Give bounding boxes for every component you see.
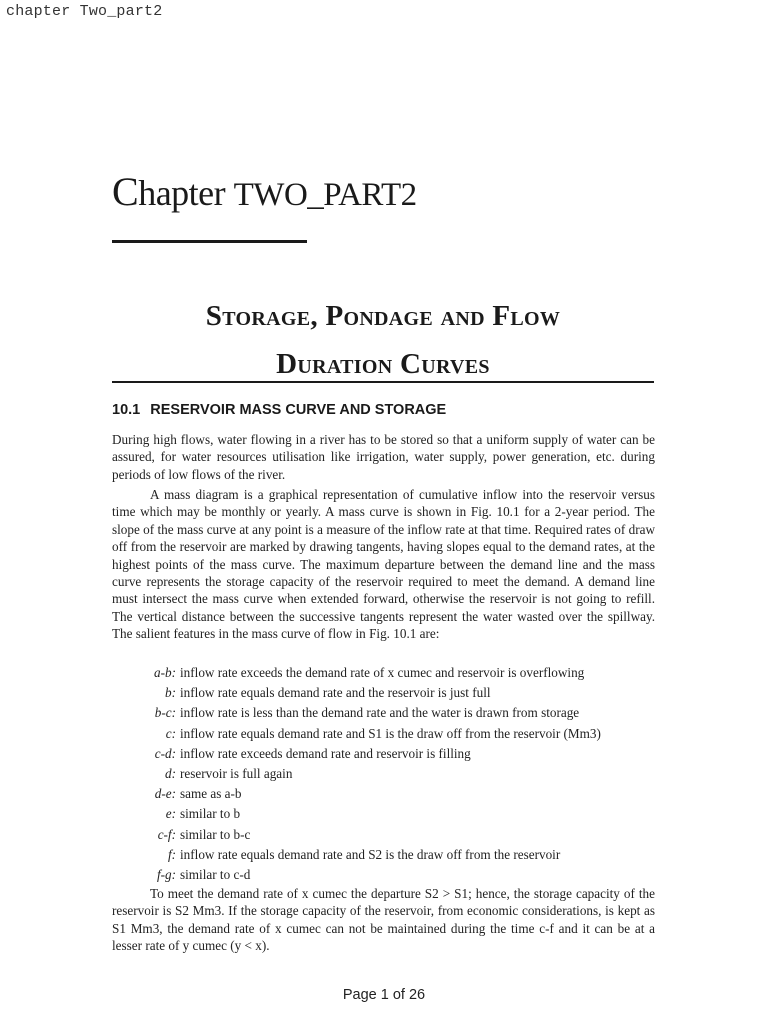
feature-key: b-c: [154, 705, 176, 721]
feature-desc: reservoir is full again [180, 766, 293, 782]
list-item [112, 724, 655, 744]
list-item [112, 845, 655, 865]
chapter-title [112, 168, 417, 215]
list-item [112, 865, 655, 885]
feature-desc: similar to b-c [180, 826, 251, 842]
feature-desc: similar to b [180, 806, 241, 822]
list-item [112, 784, 655, 804]
feature-desc: same as a-b [180, 786, 242, 802]
feature-desc: inflow rate equals demand rate and S2 is the draw off from the reservoir [180, 846, 561, 862]
list-item [112, 804, 655, 824]
feature-desc: inflow rate equals demand rate and S1 is the draw off from the reservoir (Mm3) [180, 725, 601, 741]
feature-desc: similar to c-d [180, 866, 251, 882]
feature-key: c-d: [154, 745, 176, 761]
chapter-divider [112, 240, 307, 243]
feature-key: d-e: [154, 786, 176, 802]
section-number: 10.1 [112, 402, 141, 418]
list-item [112, 683, 655, 703]
page-number: Page 1 of 26 [342, 987, 426, 1003]
list-item [112, 744, 655, 764]
feature-desc: inflow rate equals demand rate and the reservoir is just full [180, 685, 491, 701]
chapter-word-rest: hapter [138, 173, 226, 213]
mass-curve-features-list [112, 663, 655, 885]
list-item [112, 703, 655, 723]
feature-key: d: [165, 766, 176, 782]
feature-key: f: [167, 846, 176, 862]
title-line-1: Storage, Pondage and Flow [205, 300, 561, 332]
paragraph-storage-capacity: To meet the demand rate of x cumec the departure S2 > S1; hence, the storage capacity of the reservoir is S2 Mm3. If the storage capacity of the reservoir, from economic considerations, is kept as S1 Mm3, the demand rate of x cumec can not be maintained during the time c-f and it can be at a lesser rate of y cumec (y < x). [112, 886, 655, 954]
list-item [112, 764, 655, 784]
paragraph-intro: During high flows, water flowing in a river has to be stored so that a uniform supply of water can be assured, for water resources utilisation like irrigation, water supply, power generation, etc. during periods of low flows of the river. [112, 432, 655, 482]
chapter-word-initial: C [112, 169, 139, 214]
feature-desc: inflow rate exceeds demand rate and reservoir is filling [180, 745, 471, 761]
document-header: chapter Two_part2 [6, 3, 163, 20]
title-line-2: Duration Curves [276, 348, 490, 380]
title-divider [112, 381, 654, 383]
section-heading [112, 402, 446, 418]
list-item [112, 663, 655, 683]
feature-key: c: [165, 725, 176, 741]
feature-desc: inflow rate exceeds the demand rate of x cumec and reservoir is overflowing [180, 665, 585, 681]
feature-key: a-b: [154, 665, 176, 681]
feature-key: b: [165, 685, 176, 701]
feature-key: f-g: [156, 866, 176, 882]
paragraph-mass-diagram: A mass diagram is a graphical representation of cumulative inflow into the reservoir versus time which may be monthly or yearly. A mass curve is shown in Fig. 10.1 for a 2-year period. The slope of the mass curve at any point is a measure of the inflow rate at that time. Required rates of draw off from the reservoir are marked by drawing tangents, having slopes equal to the demand rates, at the highest points of the mass curve. The maximum departure between the demand line and the mass curve represents the storage capacity of the reservoir required to meet the demand. A demand line must intersect the mass curve when extended forward, otherwise the reservoir is not going to refill. The vertical distance between the successive tangents represent the water wasted over the spillway. The salient features in the mass curve of flow in Fig. 10.1 are: [112, 487, 655, 642]
feature-key: c-f: [157, 826, 176, 842]
feature-key: e: [165, 806, 176, 822]
page-title [112, 292, 654, 388]
feature-desc: inflow rate is less than the demand rate and the water is drawn from storage [180, 705, 580, 721]
chapter-number: TWO_PART2 [233, 177, 417, 213]
section-title: RESERVOIR MASS CURVE AND STORAGE [150, 402, 447, 418]
list-item [112, 825, 655, 845]
